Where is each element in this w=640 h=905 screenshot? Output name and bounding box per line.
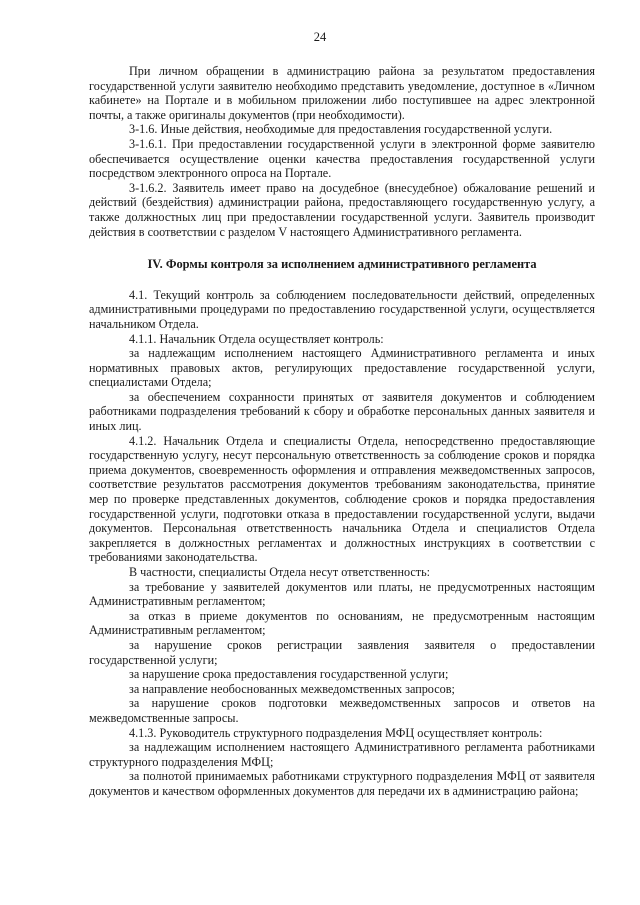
paragraph: за нарушение сроков регистрации заявления заявителя о предоставлении государственной услуги; [89,637,595,667]
paragraph: за обеспечением сохранности принятых от заявителя документов и соблюдением работниками подразделения требований к сбору и обработке персональных данных заявителя и иных лиц. [89,389,595,434]
paragraph: При личном обращении в администрацию района за результатом предоставления государственной услуги заявителю необходимо представить уведомление, доступное в «Личном кабинете» на Портале и в мобильном приложении либо поступившее на адрес электронной почты, а также оригиналы документов (при необходимости). [89,64,595,122]
section-heading: IV. Формы контроля за исполнением административного регламента [147,257,537,272]
paragraph: за нарушение сроков подготовки межведомственных запросов и ответов на межведомственные запросы. [89,696,595,725]
paragraph: за требование у заявителей документов или платы, не предусмотренных настоящим Административным регламентом; [89,579,595,609]
paragraph: за направление необоснованных межведомственных запросов; [129,681,455,696]
paragraph: 4.1. Текущий контроль за соблюдением последовательности действий, определенных административными процедурами по предоставлению государственной услуги, осуществляется начальником Отдела. [89,287,595,331]
paragraph: 4.1.2. Начальник Отдела и специалисты Отдела, непосредственно предоставляющие государственную услугу, несут персональную ответственность за соблюдение сроков и порядка приема документов, своевременность оформления и отправления межведомственных запросов, соответствие результатов рассмотрения документов требованиям законодательства, принятие мер по проверке представленных документов, соблюдение сроков и порядка предоставления государственной услуги, подготовки отказа в предоставлении государственной услуги, выдачи документов. Персональная ответственность начальника Отдела и специалистов Отдела закрепляется в должностных регламентах и должностных инструкциях в соответствии с требованиями законодательства. [89,433,595,565]
paragraph: за полнотой принимаемых работниками структурного подразделения МФЦ от заявителя документов и качеством оформленных документов для передачи их в администрацию района; [89,769,595,798]
paragraph: 3-1.6.1. При предоставлении государственной услуги в электронной форме заявителю обеспечивается осуществление оценки качества предоставления государственной услуги посредством электронного опроса на Портале. [89,136,595,181]
paragraph: за отказ в приеме документов по основаниям, не предусмотренным настоящим Административным регламентом; [89,608,595,638]
paragraph: 3-1.6. Иные действия, необходимые для предоставления государственной услуги. [129,122,553,137]
page-number: 24 [313,30,327,44]
document-body [89,64,595,799]
paragraph: за надлежащим исполнением настоящего Административного регламента работниками структурного подразделения МФЦ; [89,740,595,769]
paragraph: 3-1.6.2. Заявитель имеет право на досудебное (внесудебное) обжалование решений и действий (бездействия) администрации района, предоставляющего государственную услугу, а также должностных лиц при предоставлении государственной услуги. Заявитель производит действия в соответствии с разделом V настоящего Административного регламента. [89,180,595,239]
paragraph: В частности, специалисты Отдела несут ответственность: [129,565,431,579]
paragraph: за нарушение срока предоставления государственной услуги; [129,667,449,682]
paragraph: 4.1.3. Руководитель структурного подразделения МФЦ осуществляет контроль: [129,725,543,740]
paragraph: 4.1.1. Начальник Отдела осуществляет контроль: [129,331,384,346]
paragraph: за надлежащим исполнением настоящего Административного регламента и иных нормативных правовых актов, регулирующих предоставление государственной услуги, специалистами Отдела; [89,346,595,390]
